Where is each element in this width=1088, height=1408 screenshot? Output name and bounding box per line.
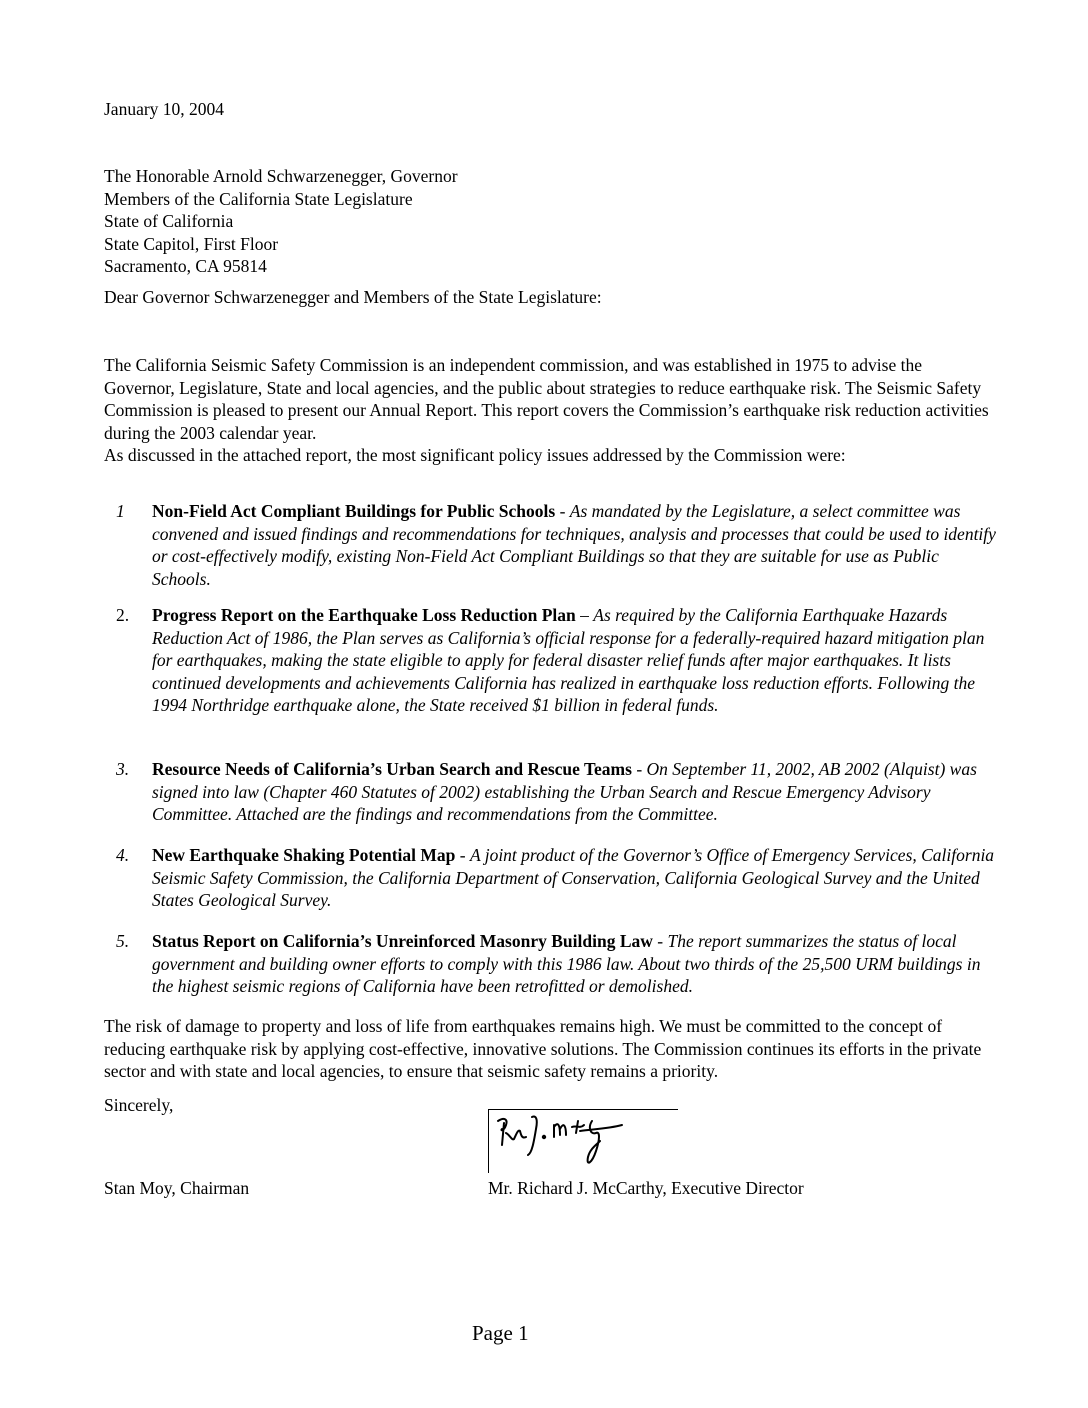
item-body [152,604,998,717]
issues-lead-in: As discussed in the attached report, the most significant policy issues addressed by the Commission were: [104,445,846,465]
signature-image [488,1109,683,1173]
address-line: Sacramento, CA 95814 [104,256,267,276]
closing-paragraph: The risk of damage to property and loss of life from earthquakes remains high. We must be committed to the concept of reducing earthquake risk by applying cost-effective, innovative solutions. The Commission continues its efforts in the private sector and with state and local agencies, to ensure that seismic safety remains a priority. [104,1016,982,1081]
item-body [152,500,998,590]
page-number: Page 1 [472,1321,529,1345]
item-description: As mandated by the Legislature, a select committee was convened and issued findings and recommendations for techniques, analysis and processes that could be used to identify or cost-effectively modify, existing Non-Field Act Compliant Buildings so that they are suitable for use as Public Schools. [152,501,996,589]
item-description: As required by the California Earthquake Hazards Reduction Act of 1986, the Plan serves as California’s official response for a federally-required hazard mitigation plan for earthquakes, making the state eligible to apply for federal disaster relief funds after major earthquakes. It lists continued developments and achievements California has realized in earthquake loss reduction efforts. Following the 1994 Northridge earthquake alone, the State received $1 billion in federal funds. [152,605,985,715]
item-number: 4. [116,845,130,865]
letter-date: January 10, 2004 [104,99,225,119]
item-title: Resource Needs of California’s Urban Search and Rescue Teams [152,759,632,779]
item-title: Progress Report on the Earthquake Loss Reduction Plan [152,605,576,625]
item-number: 2. [116,605,130,625]
signature-frame-top [488,1109,678,1110]
salutation: Dear Governor Schwarzenegger and Members of the State Legislature: [104,287,602,307]
item-description: The report summarizes the status of local government and building owner efforts to comply with this 1986 law. About two thirds of the 25,500 URM buildings in the highest seismic regions of California have been retrofitted or demolished. [152,931,981,996]
valediction: Sincerely, [104,1095,174,1115]
item-separator: - [631,759,647,779]
handwritten-signature-icon [492,1111,682,1171]
item-body [152,844,998,912]
item-title: New Earthquake Shaking Potential Map [152,845,456,865]
address-line: Members of the California State Legislature [104,188,413,209]
item-separator: - [455,845,470,865]
item-description: A joint product of the Governor’s Office of Emergency Services, California Seismic Safety Commission, the California Department of Conservation, California Geological Survey and the United States Geological Survey. [152,845,995,910]
item-number: 5. [116,931,130,951]
signer-chairman: Stan Moy, Chairman [104,1178,250,1198]
signature-frame-left [488,1109,489,1173]
item-number: 1 [116,501,125,521]
item-body [152,930,998,998]
item-title: Status Report on California’s Unreinforced Masonry Building Law [152,931,653,951]
item-number: 3. [116,759,130,779]
item-separator: - [555,501,570,521]
address-line: State of California [104,211,234,231]
item-title: Non-Field Act Compliant Buildings for Public Schools [152,501,556,521]
item-body [152,758,998,826]
item-separator: – [575,605,594,625]
recipient-address [104,165,458,278]
signer-executive-director: Mr. Richard J. McCarthy, Executive Director [488,1178,804,1198]
address-line: State Capitol, First Floor [104,233,279,254]
item-separator: - [652,931,668,951]
intro-paragraph: The California Seismic Safety Commission is an independent commission, and was established in 1975 to advise the Governor, Legislature, State and local agencies, and the public about strategies to reduce earthquake risk. The Seismic Safety Commission is pleased to present our Annual Report. This report covers the Commission’s earthquake risk reduction activities during the 2003 calendar year. [104,355,989,443]
address-line: The Honorable Arnold Schwarzenegger, Governor [104,166,458,186]
item-description: On September 11, 2002, AB 2002 (Alquist) was signed into law (Chapter 460 Statutes of 2002) establishing the Urban Search and Rescue Emergency Advisory Committee. Attached are the findings and recommendations from the Committee. [152,759,977,824]
